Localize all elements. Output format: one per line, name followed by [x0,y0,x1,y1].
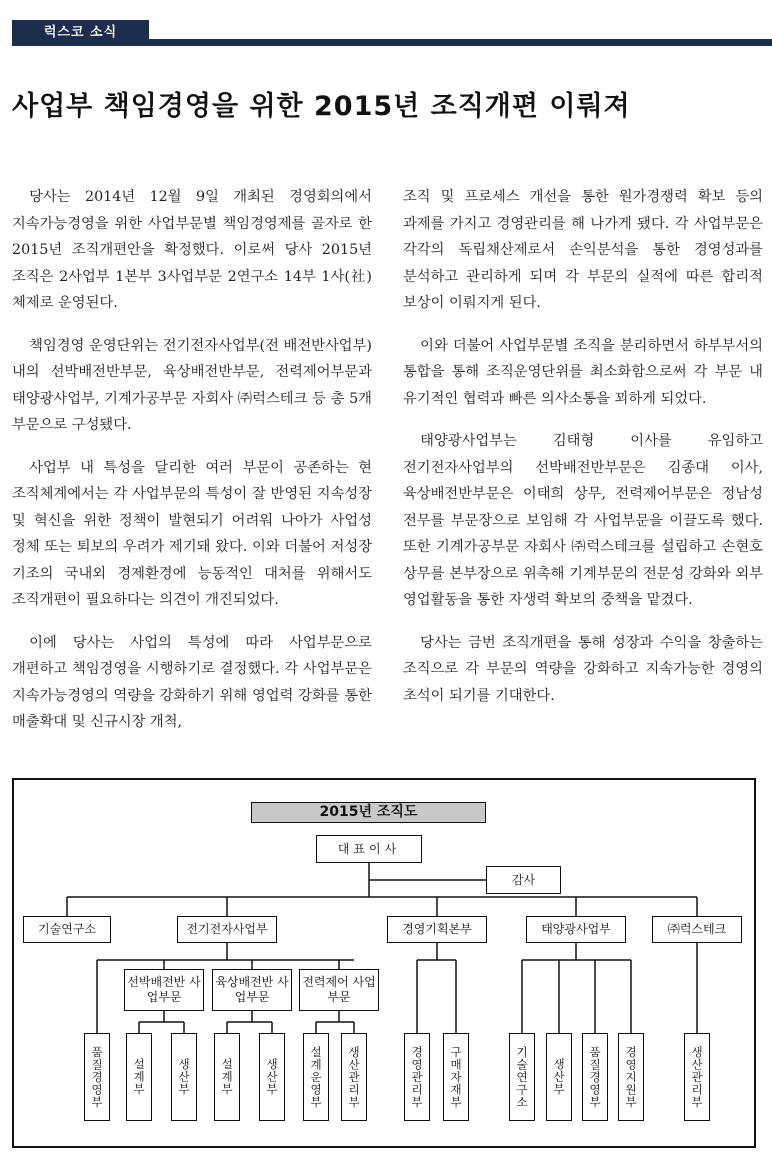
article-paragraph: 당사는 금번 조직개편을 통해 성장과 수익을 창출하는 조직으로 각 부문의 역량을 강화하고 지속가능한 경영의 초석이 되기를 기대한다. [403,634,763,704]
article-paragraph: 이에 당사는 사업의 특성에 따라 사업부문으로 개편하고 책임경영을 시행하기로 결정했다. 각 사업부문은 지속가능경영의 역량을 강화하기 위해 영업력 강화를 통한 매출확대 및 신규시장 개척, [12,634,372,730]
dept-production-mgmt-box: 생산관리부 [341,1033,367,1121]
dept-quality-box: 품질경영부 [84,1033,110,1121]
division-rnd-box: 기술연구소 [23,916,111,943]
division-luxtech-box: ㈜럭스테크 [652,916,742,943]
dept-design-box: 설계부 [214,1033,240,1121]
dept-admin-box: 경영관리부 [404,1033,430,1121]
dept-design-box: 설계부 [126,1033,152,1121]
sector-marine-box: 선박배전반 사업부문 [124,969,204,1011]
org-chart [12,778,756,1148]
article-paragraph: 태양광사업부는 김태형 이사를 유임하고 전기전자사업부의 선박배전반부문은 김종대 이사, 육상배전반부문은 이태희 상무, 전력제어부문은 정남성 전무를 부문장으로 보임해 각 사업부문을 이끌도록 했다. 또한 기계가공부문 자회사 ㈜럭스테크를 설립하고 손현호 상무를 본부장으로 위촉해 기계부문의 전문성 강화와 외부 영업활동을 통한 자생력 확보의 중책을 맡겼다. [403,433,763,608]
dept-support-box: 경영지원부 [618,1033,644,1121]
article-paragraph: 당사는 2014년 12월 9일 개최된 경영회의에서 지속가능경영을 위한 사업부문별 책임경영제를 골자로 한 2015년 조직개편안을 확정했다. 이로써 당사 2015년 조직은 2사업부 1본부 3사업부문 2연구소 14부 1사(社) 체제로 운영된다. [12,189,372,311]
dept-production-box: 생산부 [171,1033,197,1121]
division-electric-box: 전기전자사업부 [177,916,277,943]
article-column-left [12,184,372,752]
division-solar-box: 태양광사업부 [526,916,626,943]
dept-purchasing-box: 구매자재부 [443,1033,469,1121]
section-label: 럭스코 소식 [12,20,149,46]
audit-box: 감사 [486,866,561,894]
sector-power-box: 전력제어 사업부문 [299,969,379,1011]
dept-rnd-box: 기술연구소 [509,1033,535,1121]
dept-quality-box: 품질경영부 [582,1033,608,1121]
sector-land-box: 육상배전반 사업부문 [212,969,292,1011]
dept-production-box: 생산부 [546,1033,572,1121]
article-headline: 사업부 책임경영을 위한 2015년 조직개편 이뤄져 [12,91,631,122]
division-management-box: 경영기획본부 [387,916,487,943]
dept-production-box: 생산부 [259,1033,285,1121]
article-column-right [403,184,763,725]
article-paragraph: 사업부 내 특성을 달리한 여러 부문이 공존하는 현 조직체계에서는 각 사업부문의 특성이 잘 반영된 지속성장 및 혁신을 위한 정책이 발현되기 어려워 나아가 사업성 정체 또는 퇴보의 우려가 제기돼 왔다. 이와 더불어 저성장 기조의 국내외 경제환경에 능동적인 대처를 위해서도 조직개편이 필요하다는 의견이 개진되었다. [12,459,372,608]
dept-production-mgmt-box: 생산관리부 [684,1033,710,1121]
article-paragraph: 이와 더불어 사업부문별 조직을 분리하면서 하부부서의 통합을 통해 조직운영단위를 최소화함으로써 각 부문 내 유기적인 협력과 빠른 의사소통을 꾀하게 되었다. [403,337,763,407]
org-chart-title: 2015년 조직도 [251,802,486,823]
article-paragraph: 책임경영 운영단위는 전기전자사업부(전 배전반사업부) 내의 선박배전반부문, 육상배전반부문, 전력제어부문과 태양광사업부, 기계가공부문 자회사 ㈜럭스테크 등 총 5개 부문으로 구성됐다. [12,337,372,433]
article-paragraph: 조직 및 프로세스 개선을 통한 원가경쟁력 확보 등의 과제를 가지고 경영관리를 해 나가게 됐다. 각 사업부문은 각각의 독립채산제로서 손익분석을 통한 경영성과를 분석하고 관리하게 되며 각 부문의 실적에 따른 합리적 보상이 이뤄지게 된다. [403,189,763,311]
ceo-box: 대표이사 [316,835,422,863]
dept-design-sales-box: 설계운영부 [303,1033,329,1121]
